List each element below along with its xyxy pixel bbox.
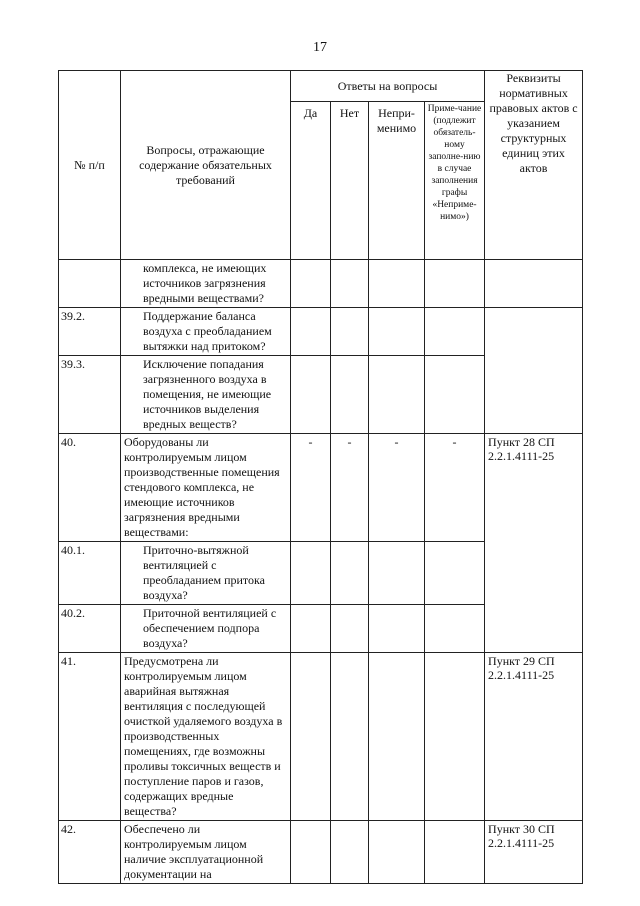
row-note [425, 308, 485, 356]
row-requisite [485, 260, 583, 308]
row-note [425, 260, 485, 308]
row-num [59, 260, 121, 308]
row-yes: - [291, 434, 331, 542]
row-yes [291, 542, 331, 605]
row-note [425, 653, 485, 821]
row-question: Приточной вентиляцией с обеспечением подпора воздуха? [121, 605, 291, 653]
row-yes [291, 653, 331, 821]
page-number: 17 [313, 40, 327, 55]
row-num: 39.3. [59, 356, 121, 434]
row-question: Предусмотрена ли контролируемым лицом аварийная вытяжная вентиляция с последующей очисткой удаляемого воздуха в производственных помещениях, где возможны проливы токсичных веществ и поступление паров и газов, содержащих вредные вещества? [121, 653, 291, 821]
row-yes [291, 605, 331, 653]
header-row-top [59, 71, 583, 102]
header-yes: Да [291, 102, 331, 260]
row-no [331, 260, 369, 308]
row-yes [291, 356, 331, 434]
row-num: 41. [59, 653, 121, 821]
row-na: - [369, 434, 425, 542]
row-question: Обеспечено ли контролируемым лицом наличие эксплуатационной документации на [121, 821, 291, 884]
row-num: 39.2. [59, 308, 121, 356]
row-question: Поддержание баланса воздуха с преобладанием вытяжки над притоком? [121, 308, 291, 356]
header-answers: Ответы на вопросы [291, 71, 485, 102]
table-row [59, 821, 583, 884]
row-note [425, 821, 485, 884]
header-num: № п/п [59, 71, 121, 260]
row-note [425, 356, 485, 434]
row-num: 40. [59, 434, 121, 542]
requirements-table [58, 70, 583, 884]
header-no: Нет [331, 102, 369, 260]
row-na [369, 821, 425, 884]
row-na [369, 605, 425, 653]
table-row [59, 308, 583, 356]
row-yes [291, 308, 331, 356]
row-requisite: Пункт 29 СП 2.2.1.4111-25 [485, 653, 583, 821]
row-na [369, 542, 425, 605]
row-requisite [485, 308, 583, 434]
row-na [369, 308, 425, 356]
header-note: Приме-чание (подлежит обязатель-ному заполне-нию в случае заполнения графы «Неприме-нимо») [425, 102, 485, 260]
row-num: 42. [59, 821, 121, 884]
row-no: - [331, 434, 369, 542]
table-row [59, 653, 583, 821]
row-note: - [425, 434, 485, 542]
header-requisites: Реквизиты нормативных правовых актов с указанием структурных единиц этих актов [485, 71, 583, 260]
row-na [369, 653, 425, 821]
table-row [59, 260, 583, 308]
row-note [425, 542, 485, 605]
row-no [331, 653, 369, 821]
row-num: 40.1. [59, 542, 121, 605]
header-na: Непри-менимо [369, 102, 425, 260]
row-no [331, 821, 369, 884]
row-requisite: Пункт 28 СП 2.2.1.4111-25 [485, 434, 583, 653]
row-no [331, 356, 369, 434]
row-num: 40.2. [59, 605, 121, 653]
table-row [59, 434, 583, 542]
row-note [425, 605, 485, 653]
row-yes [291, 260, 331, 308]
row-question: Исключение попадания загрязненного воздуха в помещения, не имеющие источников выделения вредных веществ? [121, 356, 291, 434]
header-question: Вопросы, отражающие содержание обязательных требований [121, 71, 291, 260]
row-no [331, 542, 369, 605]
row-yes [291, 821, 331, 884]
row-question: комплекса, не имеющих источников загрязнения вредными веществами? [121, 260, 291, 308]
row-no [331, 605, 369, 653]
row-question: Оборудованы ли контролируемым лицом производственные помещения стендового комплекса, не имеющие источников загрязнения вредными веществами: [121, 434, 291, 542]
row-na [369, 356, 425, 434]
row-question: Приточно-вытяжной вентиляцией с преобладанием притока воздуха? [121, 542, 291, 605]
row-na [369, 260, 425, 308]
row-no [331, 308, 369, 356]
row-requisite: Пункт 30 СП 2.2.1.4111-25 [485, 821, 583, 884]
